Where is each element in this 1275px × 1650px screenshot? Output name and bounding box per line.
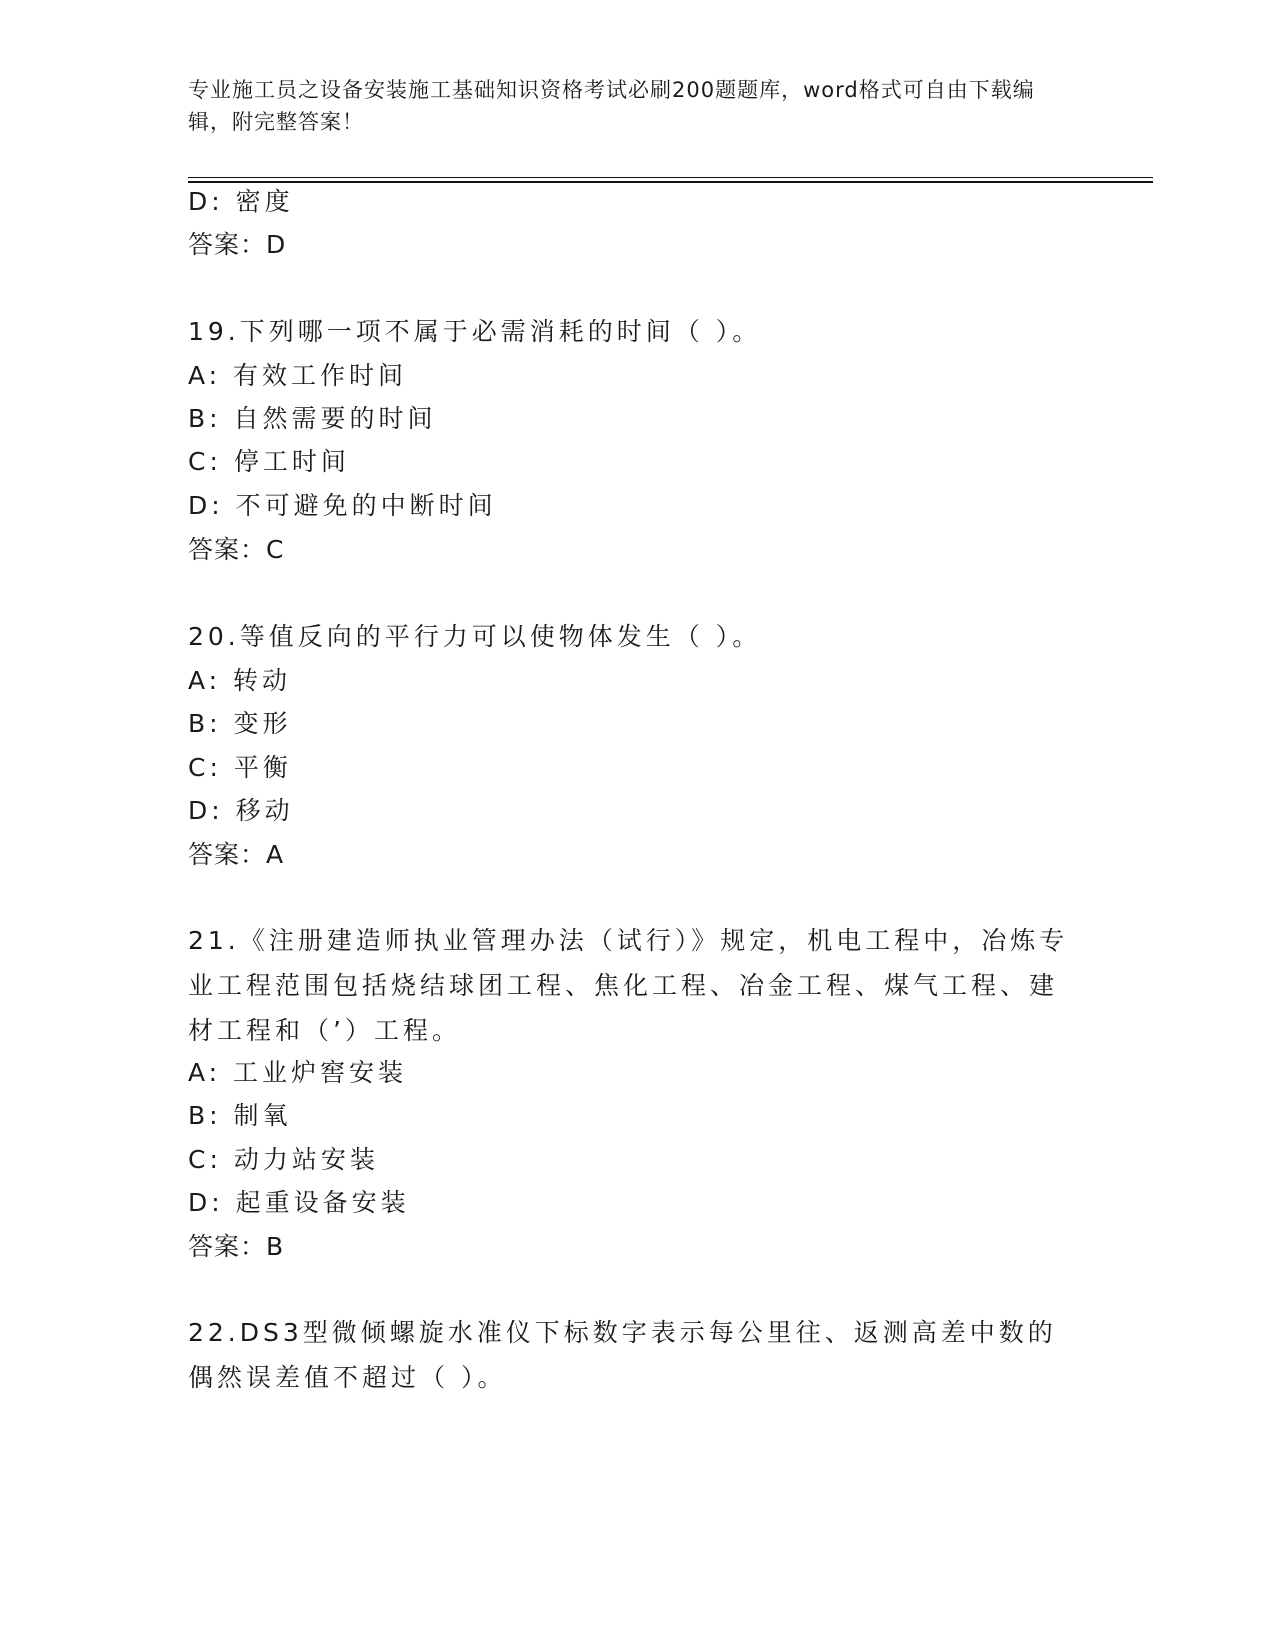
q21-option-a: A: 工业炉窖安装 — [188, 1058, 408, 1087]
q21-option-c: C: 动力站安装 — [188, 1145, 379, 1174]
q20-answer: 答案：A — [188, 840, 285, 869]
q20-question: 20.等值反向的平行力可以使物体发生（ ）。 — [188, 622, 762, 651]
q21-question: 21.《注册建造师执业管理办法（试行）》规定，机电工程中，冶炼专业工程范围包括烧结球团工程、焦化工程、冶金工程、煤气工程、建材工程和（’）工程。 — [188, 926, 1069, 1045]
q19-option-b: B: 自然需要的时间 — [188, 404, 437, 433]
q18-option-d: D: 密度 — [188, 187, 294, 216]
q21-answer: 答案：B — [188, 1232, 285, 1261]
q18-answer: 答案：D — [188, 230, 287, 259]
q21-option-d: D: 起重设备安装 — [188, 1188, 410, 1217]
header-divider-thick — [188, 181, 1153, 183]
q20-option-b: B: 变形 — [188, 709, 292, 738]
q21-option-b: B: 制氧 — [188, 1101, 292, 1130]
q22-question: 22.DS3型微倾螺旋水准仪下标数字表示每公里往、返测高差中数的偶然误差值不超过（ ）。 — [188, 1318, 1057, 1392]
q20-option-a: A: 转动 — [188, 666, 292, 695]
q19-answer: 答案：C — [188, 535, 285, 564]
document-header: 专业施工员之设备安装施工基础知识资格考试必刷200题题库，word格式可自由下载编辑，附完整答案！ — [188, 78, 1035, 134]
q19-option-a: A: 有效工作时间 — [188, 361, 408, 390]
q20-option-c: C: 平衡 — [188, 753, 292, 782]
q19-option-d: D: 不可避免的中断时间 — [188, 491, 497, 520]
q19-question: 19.下列哪一项不属于必需消耗的时间（ ）。 — [188, 317, 762, 346]
q20-option-d: D: 移动 — [188, 796, 294, 825]
q19-option-c: C: 停工时间 — [188, 447, 350, 476]
header-divider-thin — [188, 177, 1153, 178]
